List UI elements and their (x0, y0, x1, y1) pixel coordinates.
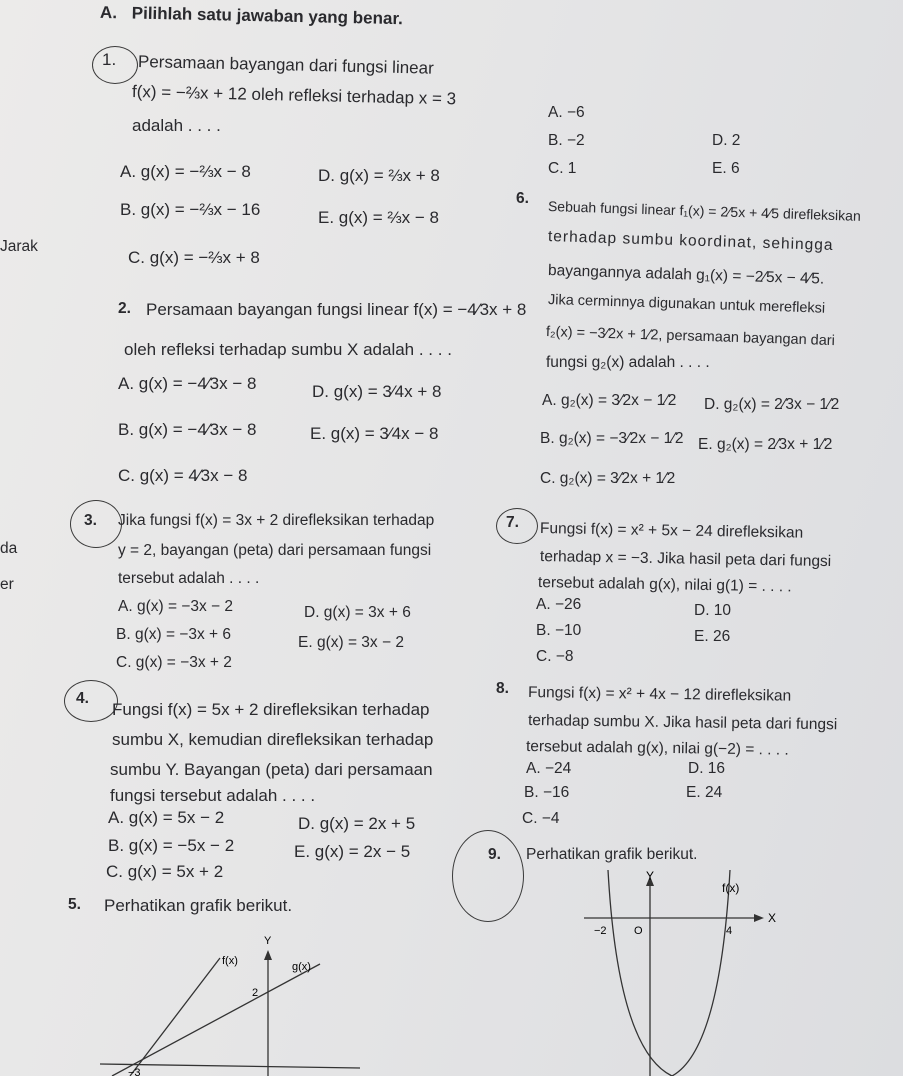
q9-tick-4: 4 (726, 925, 733, 937)
q2-line2: oleh refleksi terhadap sumbu X adalah . . . . (124, 340, 452, 359)
margin-er: er (0, 576, 14, 593)
q3-line3: tersebut adalah . . . . (118, 570, 260, 587)
q7-number: 7. (506, 514, 519, 531)
q4-circle-mark (64, 680, 118, 722)
q2-option-e: E. g(x) = 3⁄4x − 8 (310, 424, 439, 443)
q6-option-e: E. g₂(x) = 2⁄3x + 1⁄2 (698, 436, 833, 453)
q4-option-d: D. g(x) = 2x + 5 (298, 814, 416, 833)
q4-option-c: C. g(x) = 5x + 2 (106, 862, 224, 881)
q9-x-label: X (768, 911, 777, 925)
q9-line1: Perhatikan grafik berikut. (526, 846, 698, 863)
q3-option-c: C. g(x) = −3x + 2 (116, 654, 232, 671)
q6-number: 6. (516, 190, 529, 207)
q1-option-c: C. g(x) = −⅔x + 8 (128, 248, 260, 267)
margin-da: da (0, 540, 18, 557)
q5-line-g (112, 964, 320, 1076)
q5-f-label: f(x) (222, 955, 238, 967)
q5-line1: Perhatikan grafik berikut. (104, 896, 293, 915)
section-title: Pilihlah satu jawaban yang benar. (131, 3, 404, 29)
q2-option-a: A. g(x) = −4⁄3x − 8 (118, 374, 257, 393)
q9-number: 9. (488, 846, 501, 863)
q1-line2: f(x) = −⅔x + 12 oleh refleksi terhadap x = 3 (131, 82, 457, 109)
q5-g-label: g(x) (292, 961, 311, 973)
ans-option-d: D. 2 (712, 132, 741, 149)
q2-option-d: D. g(x) = 3⁄4x + 8 (312, 382, 442, 401)
q6-line1: Sebuah fungsi linear f₁(x) = 2⁄5x + 4⁄5 direfleksikan (547, 198, 862, 224)
q4-option-e: E. g(x) = 2x − 5 (294, 842, 411, 861)
q1-option-d: D. g(x) = ⅔x + 8 (318, 166, 440, 185)
q7-option-c: C. −8 (536, 648, 574, 665)
q9-x-arrow (754, 914, 764, 922)
q4-line1: Fungsi f(x) = 5x + 2 direfleksikan terhadap (112, 700, 430, 719)
q8-option-d: D. 16 (688, 760, 726, 777)
q8-option-b: B. −16 (524, 784, 570, 801)
q9-tick-m2: −2 (594, 925, 607, 937)
q8-line2: terhadap sumbu X. Jika hasil peta dari fungsi (527, 712, 838, 734)
q4-option-a: A. g(x) = 5x − 2 (108, 808, 225, 827)
q3-option-a: A. g(x) = −3x − 2 (118, 598, 234, 615)
q2-option-b: B. g(x) = −4⁄3x − 8 (118, 420, 257, 439)
q8-option-a: A. −24 (526, 760, 572, 777)
margin-jarak: Jarak (0, 238, 38, 255)
q3-number: 3. (84, 512, 97, 529)
q3-line1: Jika fungsi f(x) = 3x + 2 direfleksikan terhadap (118, 512, 435, 529)
q8-option-e: E. 24 (686, 784, 723, 801)
q1-number: 1. (102, 50, 117, 69)
q4-number: 4. (76, 690, 89, 707)
q9-graph (580, 870, 800, 1076)
q2-line1: Persamaan bayangan fungsi linear f(x) = −4⁄3x + 8 (146, 300, 527, 319)
q8-option-c: C. −4 (522, 810, 560, 827)
q9-origin: O (634, 925, 643, 937)
q5-tick-2: 2 (252, 987, 259, 999)
ans-option-c: C. 1 (548, 160, 577, 177)
q6-line5: f₂(x) = −3⁄2x + 1⁄2, persamaan bayangan dari (545, 324, 836, 350)
q3-option-e: E. g(x) = 3x − 2 (298, 634, 404, 651)
q5-tick-m3: −3 (128, 1067, 141, 1076)
q9-curve-left (608, 870, 672, 1076)
q7-option-a: A. −26 (536, 596, 582, 613)
q4-line2: sumbu X, kemudian direfleksikan terhadap (112, 730, 434, 749)
q4-option-b: B. g(x) = −5x − 2 (108, 836, 235, 855)
q3-line2: y = 2, bayangan (peta) dari persamaan fungsi (118, 542, 432, 559)
q1-option-e: E. g(x) = ⅔x − 8 (318, 208, 439, 227)
q4-line3: sumbu Y. Bayangan (peta) dari persamaan (110, 760, 433, 779)
q5-y-arrow (264, 950, 272, 960)
q6-line6: fungsi g₂(x) adalah . . . . (546, 354, 710, 371)
q5-graph (100, 928, 360, 1076)
q6-line2: terhadap sumbu koordinat, sehingga (547, 228, 834, 254)
q3-option-b: B. g(x) = −3x + 6 (116, 626, 232, 643)
q7-option-e: E. 26 (694, 628, 731, 645)
q6-option-c: C. g₂(x) = 3⁄2x + 1⁄2 (540, 470, 676, 487)
q6-option-d: D. g₂(x) = 2⁄3x − 1⁄2 (704, 396, 840, 413)
ans-option-a: A. −6 (548, 104, 585, 121)
q7-line3: tersebut adalah g(x), nilai g(1) = . . . . (537, 574, 792, 596)
q5-line-f (130, 958, 220, 1076)
q9-f-label: f(x) (722, 881, 740, 895)
q8-line3: tersebut adalah g(x), nilai g(−2) = . . . . (525, 738, 789, 759)
section-heading (100, 3, 403, 29)
q7-line1: Fungsi f(x) = x² + 5x − 24 direfleksikan (539, 520, 804, 542)
q5-number: 5. (68, 896, 81, 913)
ans-option-b: B. −2 (548, 132, 585, 149)
q8-number: 8. (496, 680, 509, 697)
q1-line1: Persamaan bayangan dari fungsi linear (137, 52, 434, 78)
q6-option-a: A. g₂(x) = 3⁄2x − 1⁄2 (542, 392, 677, 409)
q2-option-c: C. g(x) = 4⁄3x − 8 (118, 466, 248, 485)
q6-line3: bayangannya adalah g₁(x) = −2⁄5x − 4⁄5. (547, 262, 825, 288)
q3-option-d: D. g(x) = 3x + 6 (304, 604, 411, 621)
q9-circle-mark (452, 830, 524, 922)
q5-y-label: Y (264, 935, 272, 947)
section-letter: A. (99, 2, 118, 23)
q9-y-label: Y (646, 870, 655, 883)
q7-option-d: D. 10 (694, 602, 732, 619)
q8-line1: Fungsi f(x) = x² + 4x − 12 direfleksikan (527, 684, 792, 705)
q1-option-b: B. g(x) = −⅔x − 16 (120, 200, 261, 219)
q2-number: 2. (118, 300, 131, 317)
q6-line4: Jika cerminnya digunakan untuk merefleksi (547, 292, 826, 317)
q7-line2: terhadap x = −3. Jika hasil peta dari fungsi (539, 548, 832, 571)
q1-option-a: A. g(x) = −⅔x − 8 (120, 162, 251, 181)
ans-option-e: E. 6 (712, 160, 740, 177)
q6-option-b: B. g₂(x) = −3⁄2x − 1⁄2 (540, 430, 684, 447)
q4-line4: fungsi tersebut adalah . . . . (110, 786, 316, 805)
q7-option-b: B. −10 (536, 622, 582, 639)
q1-line3: adalah . . . . (132, 116, 221, 135)
